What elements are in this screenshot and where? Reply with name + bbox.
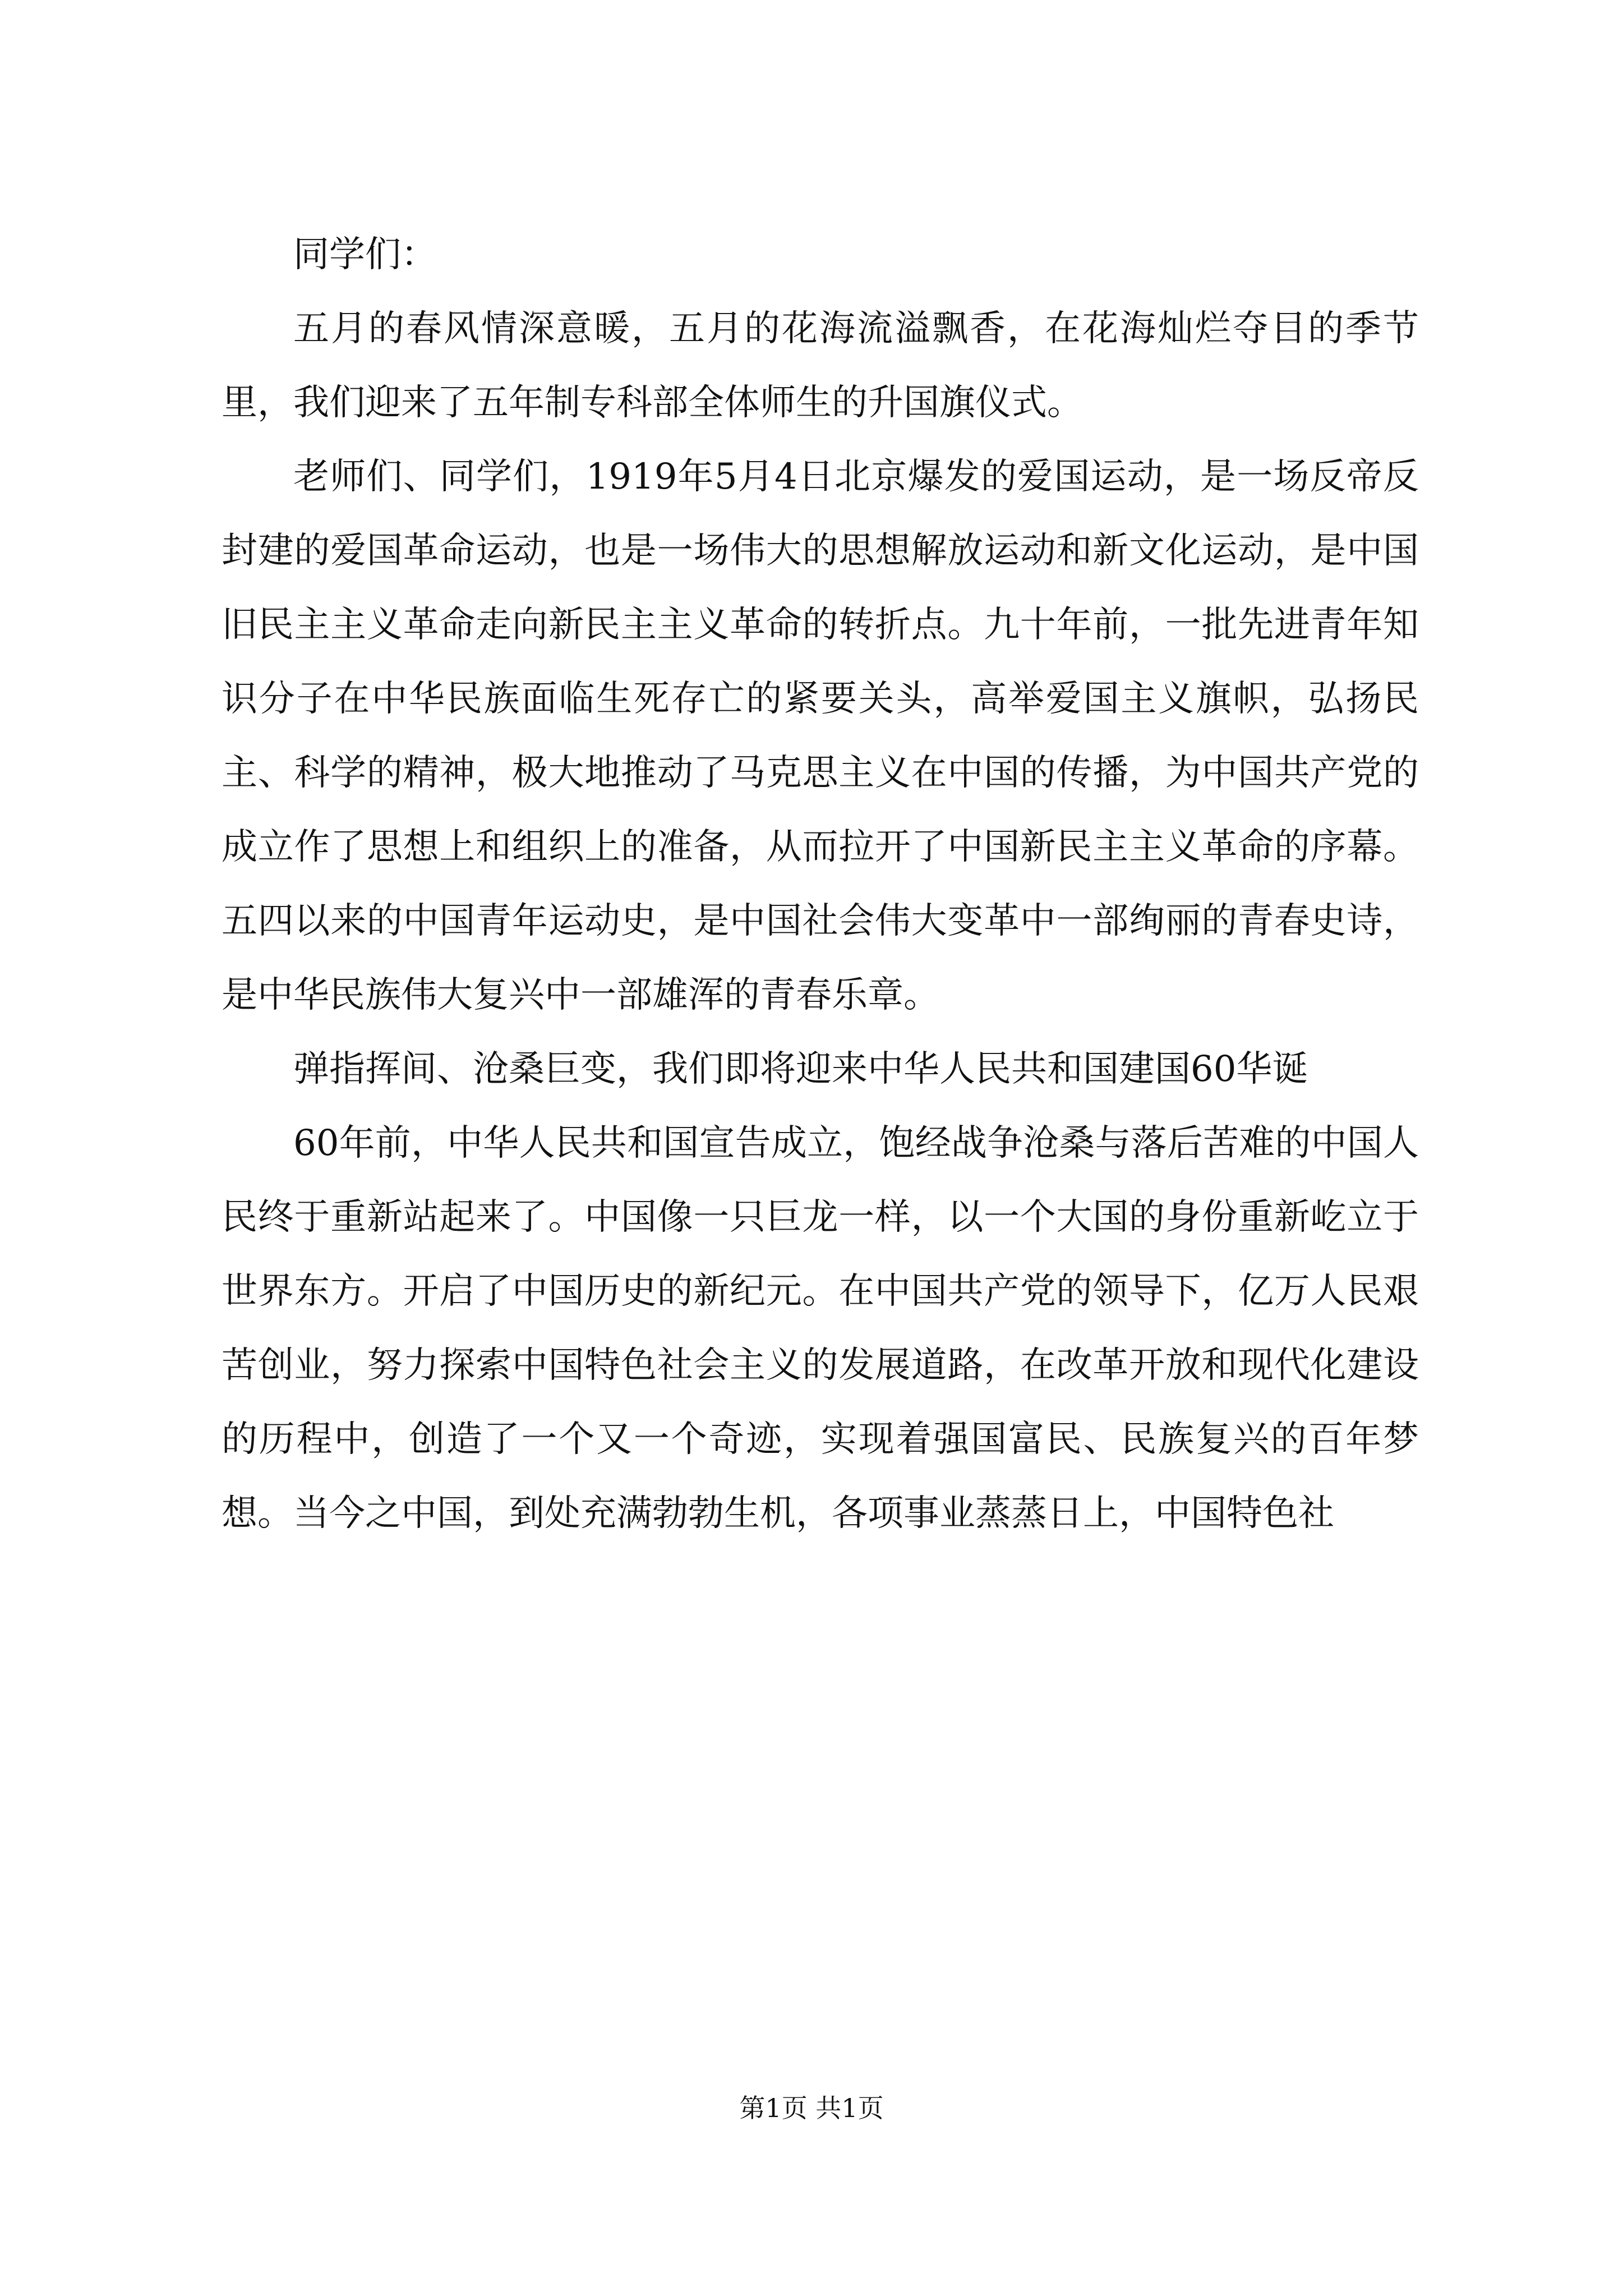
paragraph-may-fourth-movement: 老师们、同学们，1919年5月4日北京爆发的爱国运动，是一场反帝反封建的爱国革命运动，也是一场伟大的思想解放运动和新文化运动，是中国旧民主主义革命走向新民主主义革命的转折点。九十年前，一批先进青年知识分子在中华民族面临生死存亡的紧要关头，高举爱国主义旗帜，弘扬民主、科学的精神，极大地推动了马克思主义在中国的传播，为中国共产党的成立作了思想上和组织上的准备，从而拉开了中国新民主主义革命的序幕。五四以来的中国青年运动史，是中国社会伟大变革中一部绚丽的青春史诗，是中华民族伟大复兴中一部雄浑的青春乐章。 [222,456,1419,1016]
paragraph-60th-anniversary: 弹指挥间、沧桑巨变，我们即将迎来中华人民共和国建国60华诞 [293,1048,1308,1090]
document-body [222,218,1419,1550]
paragraph-may-breeze: 五月的春风情深意暖，五月的花海流溢飘香，在花海灿烂夺目的季节里，我们迎来了五年制专科部全体师生的升国旗仪式。 [222,308,1419,424]
paragraph-founding-of-prc: 60年前，中华人民共和国宣告成立，饱经战争沧桑与落后苦难的中国人民终于重新站起来了。中国像一只巨龙一样，以一个大国的身份重新屹立于世界东方。开启了中国历史的新纪元。在中国共产党的领导下，亿万人民艰苦创业，努力探索中国特色社会主义的发展道路，在改革开放和现代化建设的历程中，创造了一个又一个奇迹，实现着强国富民、民族复兴的百年梦想。当今之中国，到处充满勃勃生机，各项事业蒸蒸日上，中国特色社 [222,1122,1419,1534]
page-footer: 第1页 共1页 [739,2093,884,2123]
salutation: 同学们： [293,234,437,275]
